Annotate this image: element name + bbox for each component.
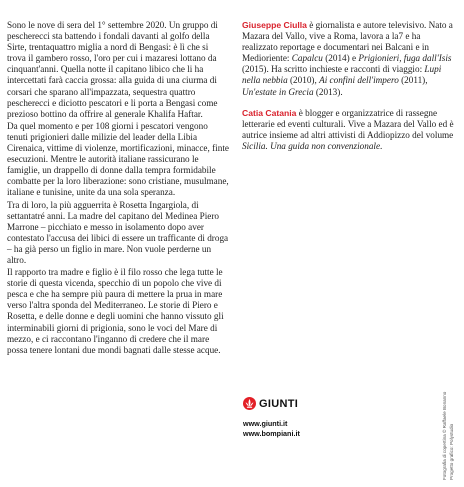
author-name: Giuseppe Ciulla (242, 20, 307, 30)
publisher-logo (243, 397, 363, 410)
design-credit: Progetto grafico: Polystudio (449, 423, 454, 480)
book-title: Lupi nella nebbia (242, 64, 442, 86)
author-name: Catia Catania (242, 107, 297, 118)
author-bio-text (242, 20, 453, 97)
cover-credits (440, 391, 460, 480)
bio-text-run: . (380, 140, 383, 151)
book-title: Prigionieri, fuga dall'Isis (358, 53, 452, 64)
publisher-logo-text: GIUNTI (259, 397, 299, 410)
book-title: Ai confini dell'impero (319, 75, 399, 86)
giunti-lily-icon (243, 397, 256, 410)
book-title: Un'estate in Grecia (242, 86, 314, 97)
synopsis-paragraph-1: Sono le nove di sera del 1° settembre 2020. Un gruppo di pescherecci sta battendo i fondali davanti al golfo della Sirte, trentaquattro miglia a nord di Bengasi: è lì che si trova il gambero rosso, l'oro per cui i mazaresi lottano da cinquant'anni. Quella notte il capitano libico che li ha intercettati farà caccia grossa: alla guida di una ciurma di corsari che sparano all'impazzata, sequestra quattro pescherecci e diciotto pescatori e li porta a Bengasi come prezioso bottino da offrire al generale Khalifa Haftar. (7, 20, 218, 119)
synopsis-paragraph-2: Da quel momento e per 108 giorni i pescatori vengono tenuti prigionieri dalle milizie del leader della Libia Cirenaica, vittime di violenze, mortificazioni, minacce, finte esecuzioni. Mentre le autorità italiane rassicurano le famiglie, un drappello di donne dalla tempra formidabile combatte per la loro liberazione: sono cristiane, musulmane, italiane e tunisine, unite da una sola speranza. (7, 120, 229, 198)
bio-text-run: (2015). Ha scritto inchieste e racconti di viaggio: (242, 64, 425, 75)
synopsis-paragraph-4: Il rapporto tra madre e figlio è il filo rosso che lega tutte le storie di questa vicenda, specchio di un popolo che vive di pesca e che ha sempre più paura di mettere la prua in mare verso l'altra sponda del Mediterraneo. Le storie di Piero e Rosetta, e delle donne e degli uomini che hanno vissuto gli interminabili giorni di prigionia, sono le voci del Mare di mezzo, e ci raccontano l'inganno di credere che il mare possa tenere lontani due mondi bagnati dalle stesse acque. (7, 267, 224, 355)
bio-text-run: è giornalista e autore televisivo. Nato a Mazara del Vallo, vive a Roma, lavora a la7 e ha realizzato reportage e documentari nei Balcani e in Medioriente: (242, 20, 453, 64)
synopsis-column (7, 20, 229, 357)
synopsis-paragraph-3: Tra di loro, la più agguerrita è Rosetta Ingargiola, di settantatré anni. La madre del capitano del Medinea Piero Marrone – picchiato e messo in isolamento dopo aver contestato l'accusa dei libici di essere un trafficante di droga – ha già perso un figlio in mare. Non vuole perderne un altro. (7, 199, 229, 265)
bio-text-run: (2011), (398, 75, 428, 86)
bio-text-run: è blogger e organizzatrice di rassegne letterarie ed eventi culturali. Vive a Mazara del Vallo ed è autrice insieme ad altri attivisti di Addiopizzo del volume (242, 107, 454, 140)
photo-credit: Fotografia di copertina © Raffaele Bonanno (442, 391, 447, 480)
website-link-bompiani[interactable]: www.bompiani.it (243, 429, 300, 438)
bio-text-run: (2013). (313, 86, 343, 97)
book-title: Sicilia. Una guida non convenzionale (242, 140, 381, 151)
bio-text-run: (2010), (287, 75, 320, 86)
website-link-giunti[interactable]: www.giunti.it (243, 419, 288, 428)
authors-column (242, 20, 456, 162)
author-bio-catania (242, 108, 456, 152)
book-title: Capalcu (291, 53, 323, 64)
author-bio-ciulla (242, 20, 456, 98)
publisher-websites (243, 419, 363, 439)
publisher-block (243, 397, 363, 439)
bio-text-run: (2014) e (322, 53, 359, 64)
